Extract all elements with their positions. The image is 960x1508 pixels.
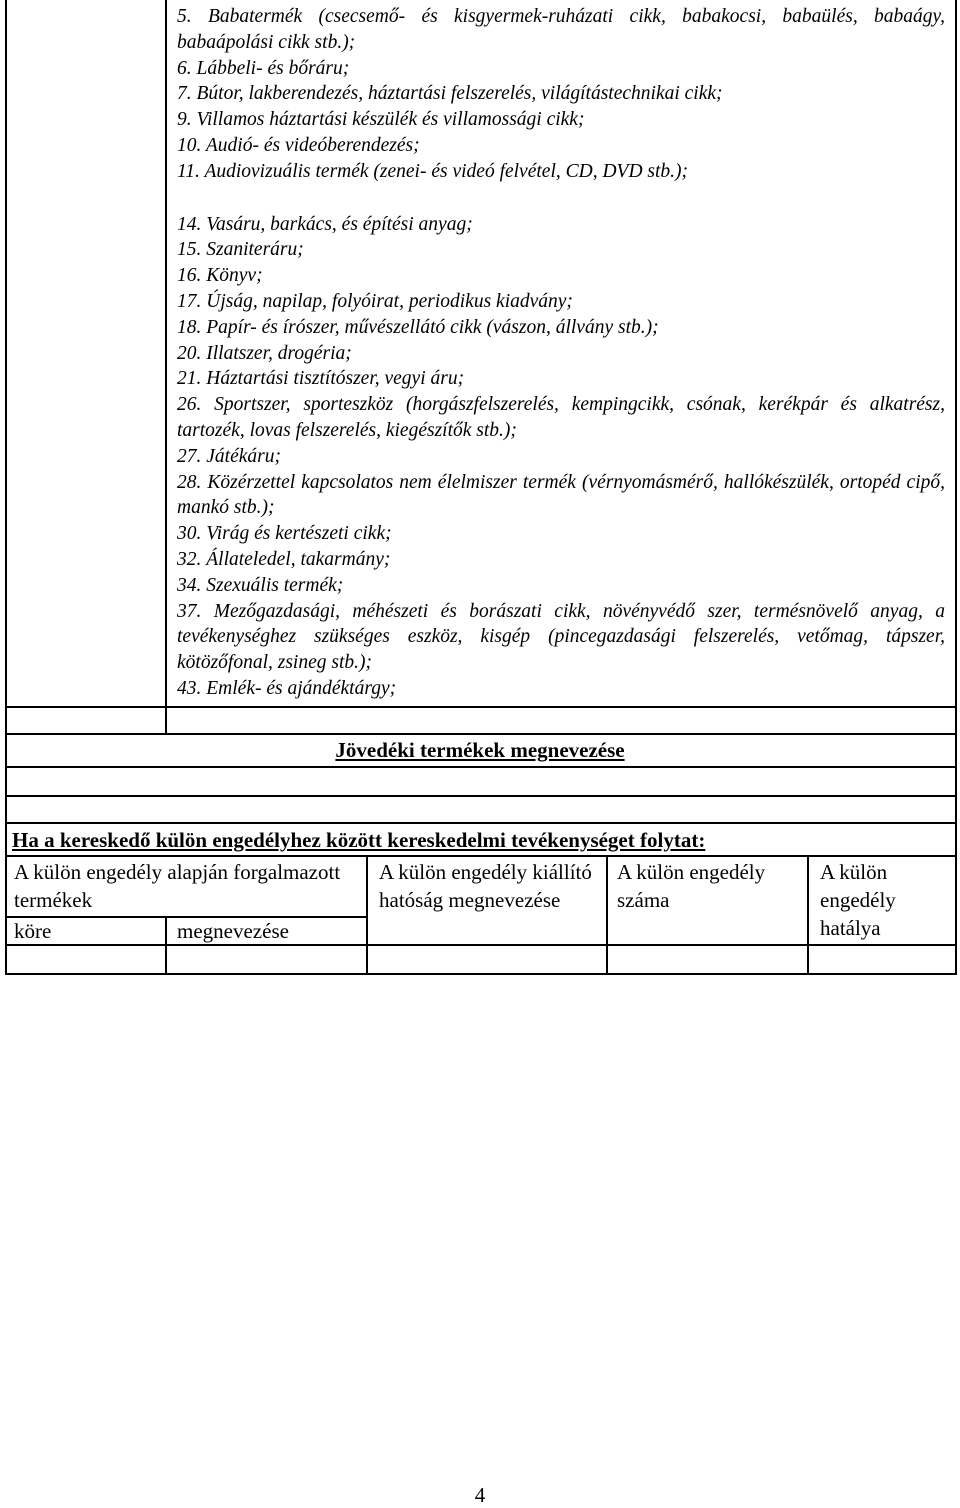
list-item: 34. Szexuális termék; — [177, 574, 344, 596]
product-category-list — [177, 4, 945, 702]
permit-divider-col4 — [807, 855, 809, 975]
excise-section-title — [6, 738, 954, 763]
permit-divider-col2 — [366, 855, 368, 975]
permit-col1a-kore: köre — [14, 919, 52, 943]
list-item: 14. Vasáru, barkács, és építési anyag; — [177, 213, 473, 235]
permit-divider-col3 — [606, 855, 608, 975]
list-item: 10. Audió- és videóberendezés; — [177, 134, 420, 156]
list-item: 32. Állateledel, takarmány; — [177, 548, 391, 570]
list-item: 27. Játékáru; — [177, 445, 281, 467]
list-item: 21. Háztartási tisztítószer, vegyi áru; — [177, 368, 465, 390]
table-rule — [5, 822, 957, 824]
list-item: 30. Virág és kertészeti cikk; — [177, 523, 392, 545]
table-border-left — [5, 0, 7, 975]
permit-col1-header: A külön engedély alapján forgalmazott termékek — [14, 860, 341, 912]
list-item: 9. Villamos háztartási készülék és villamossági cikk; — [177, 109, 585, 131]
permit-col2-header: A külön engedély kiállító hatóság megnevezése — [379, 860, 592, 912]
permit-col4-header: A külön engedély hatálya — [820, 860, 896, 940]
list-item: 20. Illatszer, drogéria; — [177, 342, 352, 364]
list-item: 26. Sportszer, sporteszköz (horgászfelszerelés, kempingcikk, csónak, kerékpár és alkatrész, tartozék, lovas felszerelés, kiegészítők stb.); — [177, 394, 945, 441]
list-item: 18. Papír- és írószer, művészellátó cikk (vászon, állvány stb.); — [177, 316, 659, 338]
list-item: 16. Könyv; — [177, 265, 263, 287]
table-rule — [5, 855, 957, 857]
list-item: 43. Emlék- és ajándéktárgy; — [177, 677, 397, 699]
list-item: 11. Audiovizuális termék (zenei- és videó felvétel, CD, DVD stb.); — [177, 160, 689, 182]
excise-title-text: Jövedéki termékek megnevezése — [335, 738, 625, 762]
table-border-right — [955, 0, 957, 975]
table-column-divider — [165, 0, 167, 735]
list-item: 6. Lábbeli- és bőráru; — [177, 57, 350, 79]
table-rule — [5, 973, 957, 975]
permit-col1b-megnevezese: megnevezése — [177, 919, 289, 943]
list-item: 37. Mezőgazdasági, méhészeti és borászati cikk, növényvédő szer, termésnövelő anyag, a tevékenységhez szükséges eszköz, kisgép (pincegazdasági felszerelés, vetőmag, tápszer, kötözőfonal, zsineg stb.); — [177, 600, 945, 674]
permit-divider-kore — [165, 916, 167, 975]
permit-heading: Ha a kereskedő külön engedélyhez között kereskedelmi tevékenységet folytat: — [12, 828, 706, 852]
table-rule — [5, 766, 957, 768]
list-item: 15. Szaniteráru; — [177, 239, 304, 261]
list-item: 17. Újság, napilap, folyóirat, periodikus kiadvány; — [177, 290, 573, 312]
list-item: 28. Közérzettel kapcsolatos nem élelmiszer termék (vérnyomásmérő, hallókészülék, ortopéd cipő, mankó stb.); — [177, 471, 945, 519]
list-item: 7. Bútor, lakberendezés, háztartási felszerelés, világítástechnikai cikk; — [177, 83, 723, 105]
table-rule — [5, 706, 957, 708]
list-item: 5. Babatermék (csecsemő- és kisgyermek-ruházati cikk, babakocsi, babaülés, babaágy, babaápolási cikk stb.); — [177, 6, 945, 53]
page-number: 4 — [474, 1483, 486, 1507]
table-rule — [5, 795, 957, 797]
permit-col3-header: A külön engedély száma — [617, 860, 766, 912]
table-rule — [5, 733, 957, 735]
